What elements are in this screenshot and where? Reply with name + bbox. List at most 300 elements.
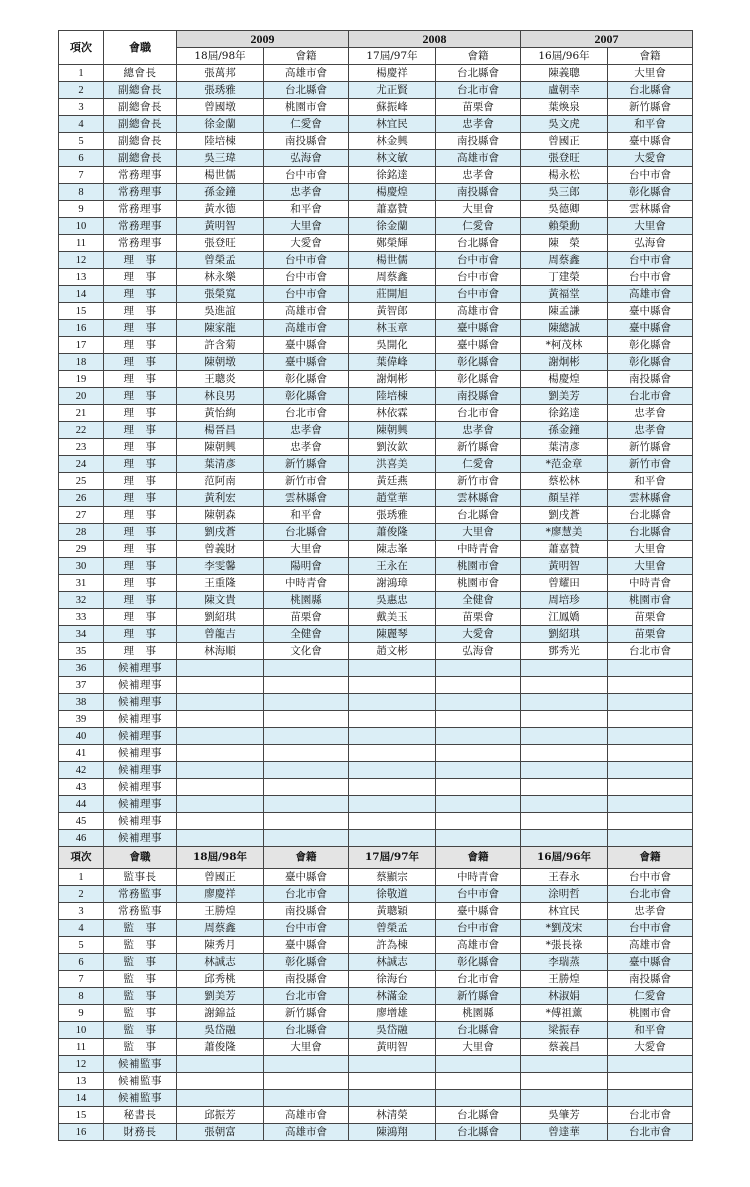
name-cell: 蔡松林 bbox=[521, 473, 608, 490]
name-cell: 戴美玉 bbox=[349, 609, 436, 626]
name-cell: 許含菊 bbox=[177, 337, 264, 354]
name-cell bbox=[521, 677, 608, 694]
row-number: 25 bbox=[59, 473, 104, 490]
position-cell: 理 事 bbox=[104, 643, 177, 660]
name-cell: 謝錦益 bbox=[177, 1005, 264, 1022]
membership-cell bbox=[264, 762, 349, 779]
name-cell bbox=[177, 677, 264, 694]
name-cell: 吳文虎 bbox=[521, 116, 608, 133]
name-cell: 林良男 bbox=[177, 388, 264, 405]
name-cell: 陳總誠 bbox=[521, 320, 608, 337]
row-number: 15 bbox=[59, 303, 104, 320]
membership-cell bbox=[436, 1073, 521, 1090]
membership-cell: 大里會 bbox=[436, 524, 521, 541]
membership-cell: 彰化縣會 bbox=[436, 371, 521, 388]
name-cell: 鄧秀光 bbox=[521, 643, 608, 660]
position-cell: 監 事 bbox=[104, 988, 177, 1005]
membership-cell bbox=[436, 728, 521, 745]
table-row bbox=[59, 830, 693, 847]
name-cell bbox=[521, 745, 608, 762]
membership-cell: 台中市會 bbox=[436, 920, 521, 937]
name-cell bbox=[521, 694, 608, 711]
membership-cell: 台中市會 bbox=[436, 886, 521, 903]
membership-cell: 大里會 bbox=[264, 218, 349, 235]
name-cell: 劉美芳 bbox=[521, 388, 608, 405]
membership-cell: 高雄市會 bbox=[608, 286, 693, 303]
table-row bbox=[59, 711, 693, 728]
position-cell: 理 事 bbox=[104, 473, 177, 490]
name-cell: 陳 榮 bbox=[521, 235, 608, 252]
membership-cell: 弘海會 bbox=[608, 235, 693, 252]
position-cell: 副總會長 bbox=[104, 82, 177, 99]
membership-cell: 忠孝會 bbox=[436, 422, 521, 439]
name-cell: 陳朝森 bbox=[177, 507, 264, 524]
membership-cell: 大里會 bbox=[264, 541, 349, 558]
table-row bbox=[59, 745, 693, 762]
name-cell: 曾國墩 bbox=[177, 99, 264, 116]
membership-cell: 忠孝會 bbox=[264, 439, 349, 456]
name-cell: 黃明智 bbox=[177, 218, 264, 235]
name-cell: 林宜民 bbox=[521, 903, 608, 920]
membership-cell: 台北縣會 bbox=[264, 1022, 349, 1039]
header-membership: 會籍 bbox=[436, 48, 521, 65]
name-cell: 吳岱融 bbox=[349, 1022, 436, 1039]
row-number: 40 bbox=[59, 728, 104, 745]
row-number: 13 bbox=[59, 269, 104, 286]
table-row bbox=[59, 524, 693, 541]
membership-cell: 大里會 bbox=[608, 65, 693, 82]
membership-cell bbox=[264, 745, 349, 762]
name-cell: 陳朝墩 bbox=[177, 354, 264, 371]
name-cell bbox=[521, 762, 608, 779]
table-row bbox=[59, 388, 693, 405]
name-cell: 劉美芳 bbox=[177, 988, 264, 1005]
header-no: 項次 bbox=[59, 31, 104, 65]
name-cell: 張琇雅 bbox=[177, 82, 264, 99]
membership-cell bbox=[264, 1073, 349, 1090]
membership-cell: 台北市會 bbox=[436, 971, 521, 988]
header-year-2009: 2009 bbox=[177, 31, 349, 48]
membership-cell: 桃園市會 bbox=[608, 1005, 693, 1022]
position-cell: 候補理事 bbox=[104, 813, 177, 830]
membership-cell: 大里會 bbox=[608, 218, 693, 235]
name-cell: *廖慧美 bbox=[521, 524, 608, 541]
row-number: 17 bbox=[59, 337, 104, 354]
membership-cell: 新竹縣會 bbox=[264, 456, 349, 473]
name-cell bbox=[177, 830, 264, 847]
table-row bbox=[59, 971, 693, 988]
membership-cell: 大里會 bbox=[436, 1039, 521, 1056]
position-cell: 候補監事 bbox=[104, 1090, 177, 1107]
table-row bbox=[59, 82, 693, 99]
membership-cell bbox=[264, 660, 349, 677]
name-cell: 曾龍吉 bbox=[177, 626, 264, 643]
name-cell: 陸培棟 bbox=[349, 388, 436, 405]
name-cell: 吳肇芳 bbox=[521, 1107, 608, 1124]
membership-cell: 彰化縣會 bbox=[264, 371, 349, 388]
membership-cell: 和平會 bbox=[264, 507, 349, 524]
name-cell: 曾國正 bbox=[521, 133, 608, 150]
name-cell: 李瑞蒸 bbox=[521, 954, 608, 971]
table-row bbox=[59, 337, 693, 354]
membership-cell bbox=[608, 830, 693, 847]
name-cell bbox=[177, 694, 264, 711]
name-cell bbox=[349, 677, 436, 694]
membership-cell: 台中市會 bbox=[264, 286, 349, 303]
header-position: 會職 bbox=[104, 31, 177, 65]
position-cell: 理 事 bbox=[104, 252, 177, 269]
row-number: 44 bbox=[59, 796, 104, 813]
position-cell: 候補理事 bbox=[104, 728, 177, 745]
membership-cell: 台中市會 bbox=[608, 869, 693, 886]
membership-cell: 大里會 bbox=[264, 1039, 349, 1056]
membership-cell: 台北市會 bbox=[264, 886, 349, 903]
position-cell: 理 事 bbox=[104, 490, 177, 507]
position-cell: 理 事 bbox=[104, 558, 177, 575]
name-cell bbox=[521, 1073, 608, 1090]
row-number: 19 bbox=[59, 371, 104, 388]
row-number: 32 bbox=[59, 592, 104, 609]
name-cell: 楊慶煌 bbox=[521, 371, 608, 388]
membership-cell: 南投縣會 bbox=[436, 388, 521, 405]
name-cell: 林永樂 bbox=[177, 269, 264, 286]
name-cell bbox=[349, 796, 436, 813]
table-row bbox=[59, 558, 693, 575]
membership-cell: 臺中縣會 bbox=[264, 869, 349, 886]
membership-cell bbox=[436, 745, 521, 762]
name-cell bbox=[521, 660, 608, 677]
name-cell bbox=[521, 779, 608, 796]
name-cell: 陳家龍 bbox=[177, 320, 264, 337]
membership-cell: 高雄市會 bbox=[264, 303, 349, 320]
membership-cell: 台中市會 bbox=[436, 252, 521, 269]
name-cell: 楊世儒 bbox=[349, 252, 436, 269]
name-cell: 范阿南 bbox=[177, 473, 264, 490]
row-number: 35 bbox=[59, 643, 104, 660]
table-row bbox=[59, 1005, 693, 1022]
table-row bbox=[59, 99, 693, 116]
name-cell: 林金興 bbox=[349, 133, 436, 150]
membership-cell: 苗栗會 bbox=[608, 626, 693, 643]
table-row bbox=[59, 813, 693, 830]
position-cell: 理 事 bbox=[104, 354, 177, 371]
membership-cell: 臺中縣會 bbox=[608, 133, 693, 150]
membership-cell bbox=[608, 1056, 693, 1073]
table-row bbox=[59, 575, 693, 592]
table-row bbox=[59, 643, 693, 660]
position-cell: 候補理事 bbox=[104, 660, 177, 677]
membership-cell: 台中市會 bbox=[608, 269, 693, 286]
position-cell: 副總會長 bbox=[104, 116, 177, 133]
name-cell bbox=[521, 813, 608, 830]
name-cell: 林誠志 bbox=[177, 954, 264, 971]
table-row bbox=[59, 422, 693, 439]
name-cell: 吳岱融 bbox=[177, 1022, 264, 1039]
table-row bbox=[59, 371, 693, 388]
name-cell: 陳朝興 bbox=[177, 439, 264, 456]
membership-cell bbox=[264, 830, 349, 847]
position-cell: 理 事 bbox=[104, 439, 177, 456]
name-cell: *范金章 bbox=[521, 456, 608, 473]
name-cell: 吳惠忠 bbox=[349, 592, 436, 609]
membership-cell: 高雄市會 bbox=[436, 303, 521, 320]
membership-cell: 台中市會 bbox=[608, 252, 693, 269]
row-number: 16 bbox=[59, 1124, 104, 1141]
membership-cell: 高雄市會 bbox=[264, 320, 349, 337]
position-cell: 候補理事 bbox=[104, 762, 177, 779]
position-cell: 監 事 bbox=[104, 1039, 177, 1056]
membership-cell: 桃園市會 bbox=[264, 99, 349, 116]
membership-cell: 台北市會 bbox=[264, 988, 349, 1005]
row-number: 31 bbox=[59, 575, 104, 592]
membership-cell: 桃園市會 bbox=[608, 592, 693, 609]
table-row bbox=[59, 252, 693, 269]
name-cell bbox=[177, 813, 264, 830]
position-cell: 理 事 bbox=[104, 303, 177, 320]
name-cell: 黃廷燕 bbox=[349, 473, 436, 490]
position-cell: 常務理事 bbox=[104, 218, 177, 235]
membership-cell: 新竹縣會 bbox=[608, 439, 693, 456]
membership-cell: 台北縣會 bbox=[436, 65, 521, 82]
row-number: 9 bbox=[59, 201, 104, 218]
position-cell: 副總會長 bbox=[104, 133, 177, 150]
position-cell: 監 事 bbox=[104, 1005, 177, 1022]
table-row bbox=[59, 1090, 693, 1107]
name-cell: 曾榮孟 bbox=[177, 252, 264, 269]
name-cell: *柯茂林 bbox=[521, 337, 608, 354]
position-cell: 理 事 bbox=[104, 541, 177, 558]
membership-cell: 大愛會 bbox=[436, 626, 521, 643]
name-cell: 黃聰穎 bbox=[349, 903, 436, 920]
name-cell: 黃智郎 bbox=[349, 303, 436, 320]
membership-cell: 高雄市會 bbox=[436, 937, 521, 954]
name-cell: 張登旺 bbox=[521, 150, 608, 167]
name-cell: 蕭俊隆 bbox=[177, 1039, 264, 1056]
name-cell bbox=[177, 1056, 264, 1073]
row-number: 46 bbox=[59, 830, 104, 847]
name-cell: 王重隆 bbox=[177, 575, 264, 592]
name-cell: 吳三瑋 bbox=[177, 150, 264, 167]
membership-cell bbox=[436, 660, 521, 677]
name-cell: 林滿金 bbox=[349, 988, 436, 1005]
membership-cell: 高雄市會 bbox=[264, 1124, 349, 1141]
name-cell: 葉煥泉 bbox=[521, 99, 608, 116]
table-row bbox=[59, 354, 693, 371]
name-cell: 陳朝興 bbox=[349, 422, 436, 439]
membership-cell: 弘海會 bbox=[436, 643, 521, 660]
position-cell: 理 事 bbox=[104, 422, 177, 439]
membership-cell bbox=[264, 677, 349, 694]
name-cell bbox=[177, 762, 264, 779]
name-cell: 林清榮 bbox=[349, 1107, 436, 1124]
name-cell: 顏呈祥 bbox=[521, 490, 608, 507]
membership-cell: 桃園縣 bbox=[436, 1005, 521, 1022]
name-cell: 鄭榮輝 bbox=[349, 235, 436, 252]
membership-cell: 中時青會 bbox=[436, 869, 521, 886]
membership-cell: 全健會 bbox=[436, 592, 521, 609]
membership-cell: 新竹縣會 bbox=[436, 988, 521, 1005]
name-cell: 張萬邦 bbox=[177, 65, 264, 82]
membership-cell: 高雄市會 bbox=[264, 65, 349, 82]
membership-cell: 南投縣會 bbox=[436, 133, 521, 150]
membership-cell: 台北市會 bbox=[608, 886, 693, 903]
position-cell: 理 事 bbox=[104, 388, 177, 405]
membership-cell: 和平會 bbox=[608, 473, 693, 490]
row-number: 4 bbox=[59, 116, 104, 133]
header-membership: 會籍 bbox=[608, 847, 693, 869]
position-cell: 理 事 bbox=[104, 371, 177, 388]
row-number: 22 bbox=[59, 422, 104, 439]
membership-cell: 桃園市會 bbox=[436, 575, 521, 592]
name-cell: 王勝煌 bbox=[177, 903, 264, 920]
membership-cell: 彰化縣會 bbox=[264, 954, 349, 971]
membership-cell: 和平會 bbox=[264, 201, 349, 218]
membership-cell: 桃園縣 bbox=[264, 592, 349, 609]
membership-cell: 臺中縣會 bbox=[608, 954, 693, 971]
name-cell: 邱振芳 bbox=[177, 1107, 264, 1124]
position-cell: 理 事 bbox=[104, 405, 177, 422]
membership-cell: 弘海會 bbox=[264, 150, 349, 167]
position-cell: 理 事 bbox=[104, 575, 177, 592]
name-cell: 林玉章 bbox=[349, 320, 436, 337]
name-cell: 林淑娟 bbox=[521, 988, 608, 1005]
row-number: 24 bbox=[59, 456, 104, 473]
membership-cell: 仁愛會 bbox=[608, 988, 693, 1005]
membership-cell bbox=[608, 1073, 693, 1090]
membership-cell: 台北縣會 bbox=[436, 235, 521, 252]
membership-cell: 雲林縣會 bbox=[608, 201, 693, 218]
membership-cell: 台北縣會 bbox=[436, 1124, 521, 1141]
header-no: 項次 bbox=[59, 847, 104, 869]
name-cell bbox=[349, 1073, 436, 1090]
membership-cell: 臺中縣會 bbox=[608, 320, 693, 337]
membership-cell: 台北縣會 bbox=[608, 82, 693, 99]
header-position: 會職 bbox=[104, 847, 177, 869]
row-number: 4 bbox=[59, 920, 104, 937]
row-number: 36 bbox=[59, 660, 104, 677]
position-cell: 理 事 bbox=[104, 269, 177, 286]
table-row bbox=[59, 218, 693, 235]
row-number: 18 bbox=[59, 354, 104, 371]
name-cell bbox=[177, 1073, 264, 1090]
position-cell: 理 事 bbox=[104, 524, 177, 541]
name-cell: 葉清彥 bbox=[177, 456, 264, 473]
membership-cell: 彰化縣會 bbox=[264, 388, 349, 405]
row-number: 8 bbox=[59, 988, 104, 1005]
membership-cell bbox=[436, 1090, 521, 1107]
header-year-2008: 2008 bbox=[349, 31, 521, 48]
name-cell bbox=[349, 762, 436, 779]
position-cell: 理 事 bbox=[104, 320, 177, 337]
name-cell: 趙文彬 bbox=[349, 643, 436, 660]
name-cell: 楊世儒 bbox=[177, 167, 264, 184]
name-cell: 洪喜美 bbox=[349, 456, 436, 473]
position-cell: 候補監事 bbox=[104, 1056, 177, 1073]
row-number: 7 bbox=[59, 971, 104, 988]
membership-cell: 大愛會 bbox=[608, 150, 693, 167]
header-term-17: 17屆/97年 bbox=[349, 847, 436, 869]
membership-cell bbox=[264, 796, 349, 813]
name-cell: 曾耀田 bbox=[521, 575, 608, 592]
name-cell bbox=[177, 745, 264, 762]
name-cell: 林海順 bbox=[177, 643, 264, 660]
row-number: 42 bbox=[59, 762, 104, 779]
name-cell: 涂明哲 bbox=[521, 886, 608, 903]
name-cell: 邱秀桃 bbox=[177, 971, 264, 988]
name-cell: 吳三郎 bbox=[521, 184, 608, 201]
membership-cell: 雲林縣會 bbox=[264, 490, 349, 507]
membership-cell: 苗栗會 bbox=[608, 609, 693, 626]
position-cell: 秘書長 bbox=[104, 1107, 177, 1124]
position-cell: 候補理事 bbox=[104, 745, 177, 762]
position-cell: 理 事 bbox=[104, 456, 177, 473]
name-cell: 李雯馨 bbox=[177, 558, 264, 575]
membership-cell bbox=[608, 796, 693, 813]
membership-cell: 忠孝會 bbox=[608, 422, 693, 439]
row-number: 23 bbox=[59, 439, 104, 456]
table-row bbox=[59, 762, 693, 779]
name-cell: 陳義聰 bbox=[521, 65, 608, 82]
table-row bbox=[59, 869, 693, 886]
table-row bbox=[59, 439, 693, 456]
name-cell bbox=[521, 1056, 608, 1073]
membership-cell: 雲林縣會 bbox=[436, 490, 521, 507]
row-number: 37 bbox=[59, 677, 104, 694]
table-row bbox=[59, 133, 693, 150]
name-cell bbox=[521, 711, 608, 728]
membership-cell: 台北市會 bbox=[608, 1107, 693, 1124]
name-cell: 劉汝欽 bbox=[349, 439, 436, 456]
row-number: 12 bbox=[59, 252, 104, 269]
name-cell: 徐海台 bbox=[349, 971, 436, 988]
name-cell: 徐金蘭 bbox=[177, 116, 264, 133]
position-cell: 理 事 bbox=[104, 592, 177, 609]
table-row bbox=[59, 507, 693, 524]
name-cell bbox=[177, 660, 264, 677]
membership-cell: 台北市會 bbox=[608, 1124, 693, 1141]
name-cell: 陳孟謙 bbox=[521, 303, 608, 320]
name-cell: 莊開旭 bbox=[349, 286, 436, 303]
membership-cell bbox=[264, 813, 349, 830]
position-cell: 候補理事 bbox=[104, 677, 177, 694]
table-row bbox=[59, 1039, 693, 1056]
name-cell bbox=[349, 830, 436, 847]
table-row bbox=[59, 592, 693, 609]
membership-cell: 忠孝會 bbox=[436, 167, 521, 184]
row-number: 1 bbox=[59, 65, 104, 82]
name-cell bbox=[349, 694, 436, 711]
table-row bbox=[59, 184, 693, 201]
membership-cell: 新竹市會 bbox=[608, 456, 693, 473]
membership-cell: 高雄市會 bbox=[264, 1107, 349, 1124]
name-cell: 黃明智 bbox=[349, 1039, 436, 1056]
membership-cell bbox=[436, 779, 521, 796]
position-cell: 監 事 bbox=[104, 937, 177, 954]
name-cell: 徐金蘭 bbox=[349, 218, 436, 235]
position-cell: 常務理事 bbox=[104, 201, 177, 218]
name-cell: 蕭嘉贊 bbox=[521, 541, 608, 558]
membership-cell: 台北縣會 bbox=[264, 82, 349, 99]
name-cell: 陸培棟 bbox=[177, 133, 264, 150]
name-cell: 蔡義昌 bbox=[521, 1039, 608, 1056]
name-cell: 楊慶煌 bbox=[349, 184, 436, 201]
membership-cell: 彰化縣會 bbox=[608, 354, 693, 371]
membership-cell: 忠孝會 bbox=[264, 184, 349, 201]
name-cell: 林文敏 bbox=[349, 150, 436, 167]
table-row bbox=[59, 677, 693, 694]
membership-cell: 台北市會 bbox=[436, 405, 521, 422]
supervisor-rows bbox=[59, 869, 693, 1141]
